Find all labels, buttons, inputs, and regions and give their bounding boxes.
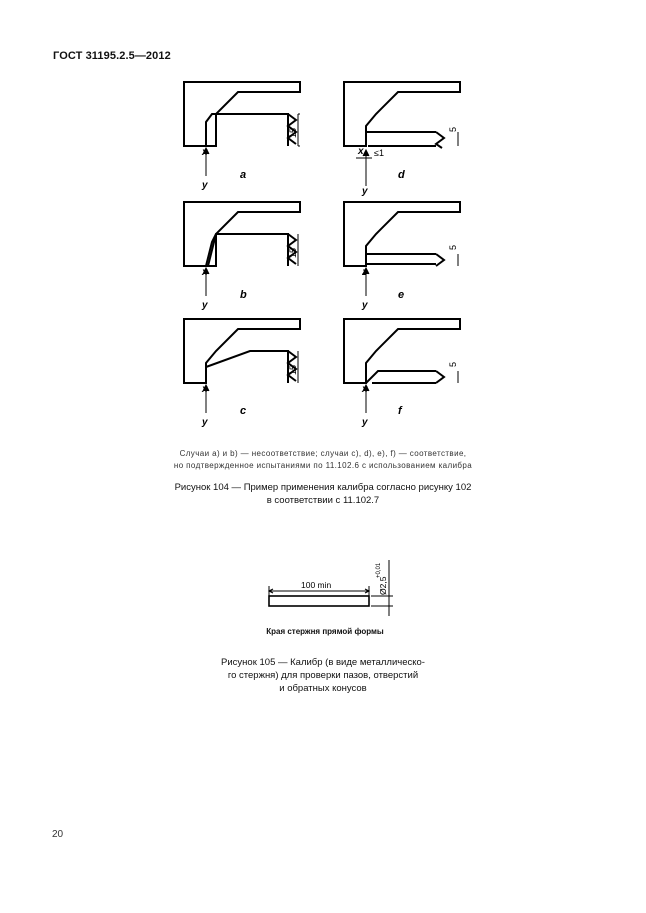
panel-e-label: e	[398, 289, 405, 301]
panel-e-drawing	[344, 202, 460, 296]
panel-a-dim: 15	[288, 127, 298, 138]
figure-105-length-label: 100 min	[301, 580, 332, 590]
panel-c-axis-x: x	[202, 384, 208, 395]
figure-104-note-line-2: но подтвержденное испытаниями по 11.102.6 с использованием калибра	[173, 461, 473, 470]
figure-104-drawing	[160, 70, 480, 440]
panel-b-label: b	[240, 289, 247, 301]
panel-c-axis-y: y	[202, 417, 208, 428]
figure-105-caption-line-1: Рисунок 105 — Калибр (в виде металлическо-	[221, 657, 425, 668]
panel-f-label: f	[398, 405, 402, 417]
panel-d-axis-x: x	[358, 146, 364, 157]
page-number: 20	[52, 829, 64, 840]
figure-104-note-line-1: Случаи a) и b) — несоответствие; случаи c), d), e), f) — соответствие,	[179, 449, 467, 458]
panel-d-dim: 5	[448, 126, 458, 132]
panel-d-label: d	[398, 169, 405, 181]
panel-d-axis-y: y	[362, 186, 368, 197]
panel-e-axis-z: z	[362, 267, 367, 278]
panel-a-axis-y: y	[202, 180, 208, 191]
panel-e-dim: 5	[448, 244, 458, 250]
panel-a-drawing	[184, 82, 300, 176]
figure-105-caption-line-2: го стержня) для проверки пазов, отверстий	[227, 670, 419, 681]
panel-a-label: a	[240, 169, 247, 181]
panel-c-label: c	[240, 405, 247, 417]
panel-f-dim: 5	[448, 361, 458, 367]
figure-105-tolerance: +0,01	[376, 562, 382, 578]
panel-b-dim: 15	[288, 247, 298, 258]
figure-105-drawing	[255, 550, 415, 630]
figure-105-diameter-label: Ø2,5	[378, 576, 388, 595]
panel-f-axis-x: x	[362, 384, 368, 395]
figure-104-caption-line-1: Рисунок 104 — Пример применения калибра согласно рисунку 102	[174, 482, 472, 493]
figure-105-edge-label: Края стержня прямой формы	[266, 627, 384, 636]
panel-f-drawing	[344, 319, 460, 413]
panel-d-gap: ≤1	[374, 148, 384, 158]
panel-e-axis-y: y	[362, 300, 368, 311]
panel-c-dim: 15	[288, 364, 298, 375]
panel-a-axis-x: x	[202, 147, 208, 158]
panel-b-axis-y: y	[202, 300, 208, 311]
panel-f-axis-y: y	[362, 417, 368, 428]
figure-104-caption-line-2: в соответствии с 11.102.7	[266, 495, 380, 506]
panel-b-axis-x: x	[202, 267, 208, 278]
panel-c-drawing	[184, 319, 300, 413]
panel-b-drawing	[184, 202, 300, 296]
figure-105-caption-line-3: и обратных конусов	[279, 683, 367, 694]
document-header: ГОСТ 31195.2.5—2012	[53, 50, 171, 62]
